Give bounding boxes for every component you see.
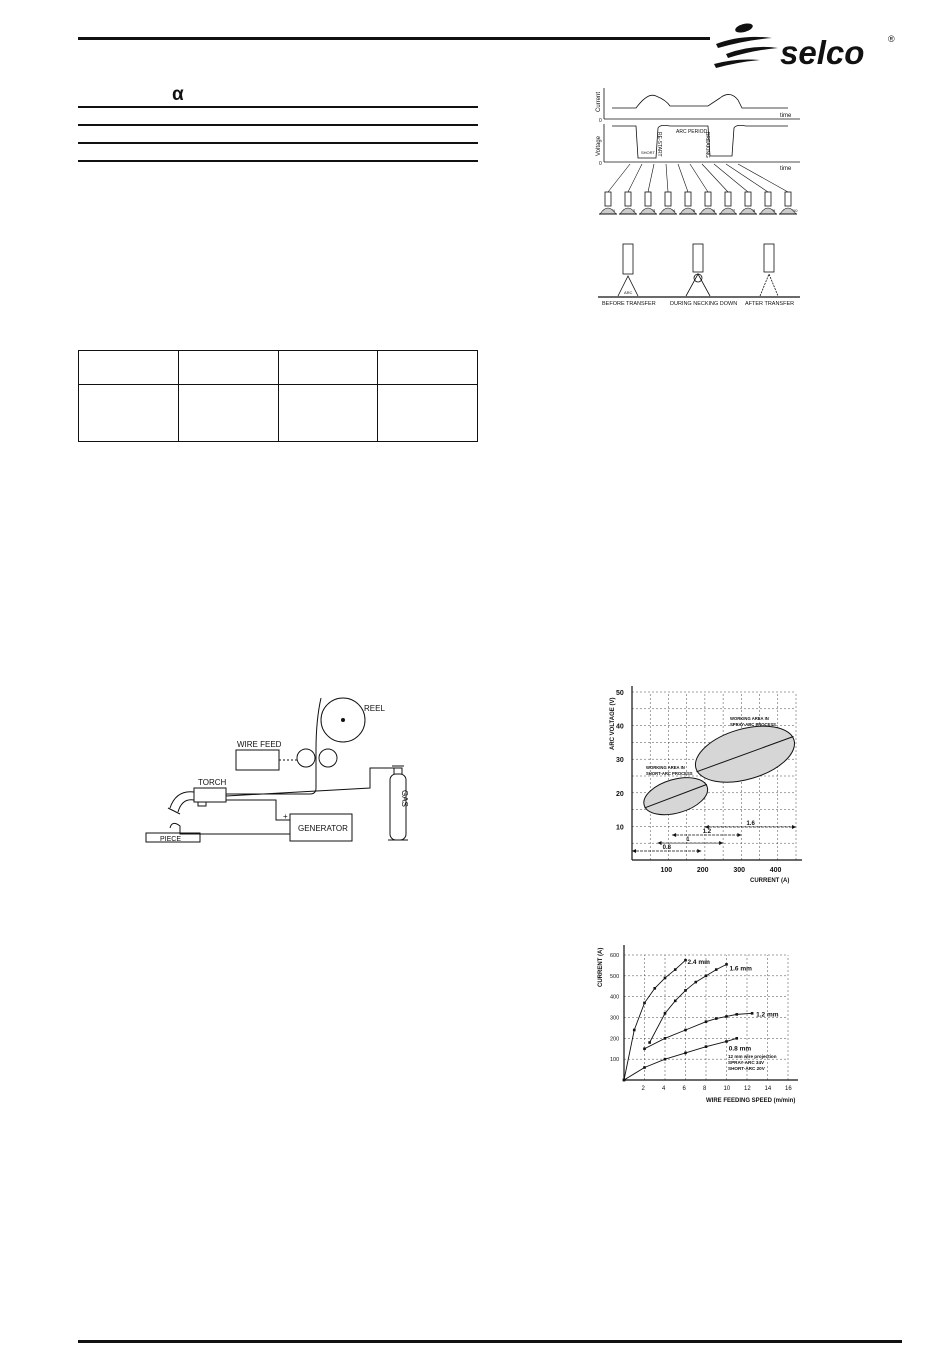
wire-tip (665, 192, 671, 206)
wire-tip (705, 192, 711, 206)
y-tick-label: 500 (610, 973, 620, 980)
table-cell (79, 385, 179, 442)
series-label: 0.8 mm (728, 1045, 752, 1053)
x-tick-label: 2 (641, 1086, 645, 1092)
selco-swirl-icon (714, 22, 778, 68)
gas-cylinder-icon (390, 774, 406, 840)
data-point (725, 1015, 728, 1018)
stage-after (760, 244, 778, 296)
pointer-line (608, 164, 630, 192)
data-point (674, 968, 677, 971)
data-point (705, 975, 708, 978)
x-tick-label: 200 (696, 867, 709, 874)
x-tick-label: 16 (785, 1086, 792, 1092)
data-point (715, 1017, 718, 1020)
droplet-number: 7 (733, 208, 736, 213)
generator-label: GENERATOR (298, 824, 348, 833)
data-point (643, 1066, 646, 1069)
droplet-number: 2 (633, 208, 636, 213)
alpha-symbol: α (172, 84, 184, 105)
y-tick-label: 600 (610, 953, 620, 959)
data-point (674, 1000, 677, 1003)
selco-logo (712, 18, 902, 72)
x-tick-label: 4 (662, 1086, 666, 1092)
current-trace (612, 94, 788, 108)
chart-note-line: SHORT-ARC 20V (728, 1066, 765, 1071)
wire-tip (765, 192, 771, 206)
droplet-number: 8 (753, 208, 756, 213)
working-area-chart (600, 680, 810, 890)
series-label: 2.4 mm (687, 959, 710, 967)
x-tick-label: 400 (769, 867, 782, 874)
table-cell (79, 351, 179, 385)
series-line (645, 1013, 753, 1048)
pointer-line (702, 164, 728, 192)
data-point (643, 1047, 646, 1050)
x-tick-label: 8 (703, 1086, 707, 1092)
data-point (648, 1041, 651, 1044)
data-point (643, 1002, 646, 1005)
footer-rule (78, 1340, 902, 1343)
data-point (664, 1058, 667, 1061)
droplet-number: 6 (713, 208, 716, 213)
data-point (705, 1045, 708, 1048)
re-start-label: RE-START (656, 132, 662, 157)
chart-note-line: 12 mm wire projection (728, 1054, 777, 1059)
table-cell (378, 385, 478, 442)
wire-tip (625, 192, 631, 206)
chart-x-label: WIRE FEEDING SPEED (m/min) (706, 1098, 796, 1104)
wire-tip (685, 192, 691, 206)
feed-roller-icon (319, 749, 337, 767)
table-cell (378, 351, 478, 385)
torch-label: TORCH (198, 778, 227, 787)
data-point (623, 1079, 626, 1082)
droplet-number: 9 (773, 208, 776, 213)
droplet-number: 3 (653, 208, 656, 213)
x-tick-label: 14 (764, 1086, 772, 1092)
data-point (735, 1013, 738, 1016)
x-tick-label: 300 (733, 867, 746, 874)
x-tick-label: 6 (682, 1086, 686, 1092)
wire-feed-label: WIRE FEED (237, 740, 282, 749)
pointer-line (690, 164, 708, 192)
chart-note (728, 1054, 777, 1071)
x-tick-label: 10 (723, 1086, 731, 1092)
selco-wordmark: selco (780, 34, 865, 71)
before-transfer-label: BEFORE TRANSFER (602, 301, 656, 307)
table-cell (278, 351, 378, 385)
torch-box (194, 788, 226, 802)
zero-label: 0 (599, 161, 602, 167)
after-transfer-label: AFTER TRANSFER (745, 301, 795, 307)
table-rule-4 (78, 160, 478, 162)
droplet-number: 5 (693, 208, 696, 213)
arc-period-label: ARC PERIOD (676, 129, 708, 135)
data-point (684, 1052, 687, 1055)
pointer-line (666, 164, 668, 192)
x-tick-label: 12 (744, 1086, 751, 1092)
data-point (705, 1020, 708, 1023)
y-tick-label: 300 (610, 1015, 620, 1022)
data-point (633, 1029, 636, 1032)
zero-label: 0 (599, 118, 602, 124)
current-axis-label: Current (596, 91, 602, 112)
series-line (650, 964, 727, 1042)
wire-tip (745, 192, 751, 206)
table-rule-1 (78, 106, 478, 108)
data-point (715, 968, 718, 971)
spray-arc-annotation: WORKING AREA IN (730, 716, 769, 721)
mig-setup-diagram (140, 690, 420, 855)
wire-tip (725, 192, 731, 206)
reel-label: REEL (364, 704, 385, 713)
data-point (653, 987, 656, 990)
y-tick-label: 40 (616, 723, 624, 731)
feed-roller-icon (297, 749, 315, 767)
data-point (684, 1029, 687, 1032)
stage-before (618, 244, 638, 296)
table-cell (278, 385, 378, 442)
spray-arc-annotation: SPRAY-ARC PROCESS (730, 722, 776, 727)
droplet-number: 10 (793, 208, 798, 213)
wire-tip (785, 192, 791, 206)
y-tick-label: 200 (610, 1036, 620, 1043)
voltage-axis-label: Voltage (596, 135, 602, 156)
y-tick-label: 10 (616, 824, 624, 832)
torch-nozzle-icon (168, 792, 194, 814)
plus-sign: + (283, 812, 288, 821)
minus-sign: – (283, 829, 288, 838)
table-rule-2 (78, 124, 478, 126)
droplet-number: 4 (673, 208, 676, 213)
breaking-label: BREAKING (704, 132, 710, 158)
series-label: 1.2 mm (756, 1011, 779, 1019)
wire-ranges (632, 821, 796, 853)
wire-feed-box (236, 750, 279, 770)
data-point (664, 977, 667, 980)
empty-table (78, 350, 478, 442)
pointer-line (714, 164, 748, 192)
droplet-number: 1 (613, 208, 616, 213)
y-tick-label: 400 (610, 994, 620, 1001)
arc-label: ARC (624, 290, 633, 295)
short-arc-transfer-diagram (590, 84, 805, 309)
droplet-sequence (599, 164, 798, 214)
table-cell (178, 351, 278, 385)
time-label: time (780, 166, 792, 172)
data-point (725, 1040, 728, 1043)
pointer-line (628, 164, 642, 192)
wire-range-label: 0.8 (662, 845, 671, 851)
data-point (664, 1037, 667, 1040)
data-point (664, 1012, 667, 1015)
header-rule (78, 37, 710, 40)
wire-range-label: 1 (686, 837, 690, 843)
data-point (725, 963, 728, 966)
wire-range-label: 1.6 (746, 821, 755, 827)
chart-note-line: SPRAY-ARC 34V (728, 1060, 765, 1065)
time-label: time (780, 113, 792, 119)
pointer-line (648, 164, 654, 192)
y-tick-label: 50 (616, 690, 624, 697)
y-tick-label: 20 (616, 790, 624, 798)
y-tick-label: 100 (610, 1057, 620, 1064)
registered-mark: ® (888, 34, 895, 44)
x-tick-label: 100 (660, 867, 673, 874)
chart-y-label: CURRENT (A) (598, 947, 604, 987)
table-rule-3 (78, 142, 478, 144)
series-label: 1.6 mm (729, 965, 752, 973)
data-point (684, 989, 687, 992)
during-necking-label: DURING NECKING DOWN (670, 301, 738, 307)
series-line (624, 960, 686, 1080)
piece-label: PIECE (160, 836, 182, 843)
short-label: SHORT (641, 150, 655, 155)
y-tick-label: 30 (616, 757, 624, 765)
short-arc-annotation: WORKING AREA IN (646, 765, 685, 770)
wire-range-label: 1.2 (702, 829, 712, 835)
chart-x-label: CURRENT (A) (750, 878, 790, 884)
pointer-line (726, 164, 768, 192)
table-cell (178, 385, 278, 442)
short-arc-annotation: SHORT-ARC PROCESS (646, 771, 693, 776)
pointer-line (678, 164, 688, 192)
data-point (684, 959, 687, 962)
stage-during (686, 244, 710, 296)
data-point (694, 981, 697, 984)
chart-y-label: ARC VOLTAGE (V) (610, 697, 616, 750)
wire-tip (645, 192, 651, 206)
gas-label: GAS (400, 790, 409, 807)
wire-feed-current-chart (588, 935, 813, 1105)
data-point (735, 1037, 738, 1040)
wire-tip (605, 192, 611, 206)
data-point (751, 1012, 754, 1015)
